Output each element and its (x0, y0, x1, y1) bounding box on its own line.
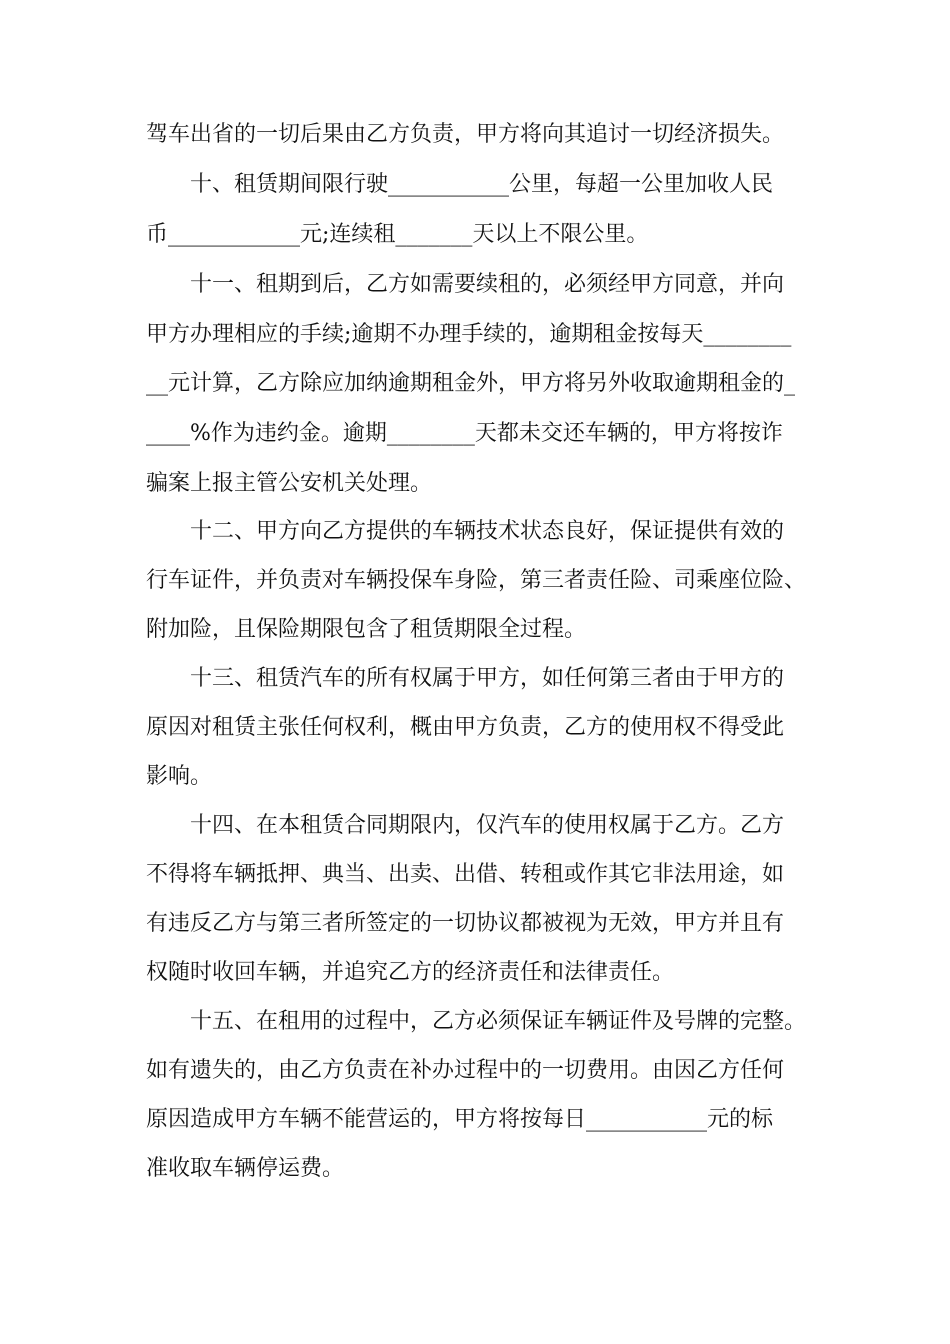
clause-12-line-2: 行车证件，并负责对车辆投保车身险，第三者责任险、司乘座位险、 (146, 568, 807, 593)
clause-11-line-1: 十一、租期到后，乙方如需要续租的，必须经甲方同意，并向 (190, 272, 785, 297)
clause-13-line-2: 原因对租赁主张任何权利，概由甲方负责，乙方的使用权不得受此 (146, 715, 785, 740)
clause-11-line-3: __元计算，乙方除应加纳逾期租金外，甲方将另外收取逾期租金的_ (146, 371, 796, 396)
clause-12-line-3: 附加险，且保险期限包含了租赁期限全过程。 (146, 617, 587, 642)
clause-10-line-1: 十、租赁期间限行驶___________公里，每超一公里加收人民 (190, 172, 774, 197)
clause-14-line-1: 十四、在本租赁合同期限内，仅汽车的使用权属于乙方。乙方 (190, 813, 785, 838)
clause-12-line-1: 十二、甲方向乙方提供的车辆技术状态良好，保证提供有效的 (190, 519, 785, 544)
clause-14-line-4: 权随时收回车辆，并追究乙方的经济责任和法律责任。 (146, 960, 675, 985)
clause-15-line-1: 十五、在租用的过程中，乙方必须保证车辆证件及号牌的完整。 (190, 1009, 807, 1034)
text-line-1: 驾车出省的一切后果由乙方负责，甲方将向其追讨一切经济损失。 (146, 122, 785, 147)
clause-15-line-4: 准收取车辆停运费。 (146, 1156, 345, 1181)
clause-11-line-5: 骗案上报主管公安机关处理。 (146, 471, 433, 496)
clause-15-line-2: 如有遗失的，由乙方负责在补办过程中的一切费用。由因乙方任何 (146, 1058, 785, 1083)
clause-13-line-3: 影响。 (146, 764, 213, 789)
clause-14-line-2: 不得将车辆抵押、典当、出卖、出借、转租或作其它非法用途，如 (146, 862, 785, 887)
clause-11-line-4: ____%作为违约金。逾期________天都未交还车辆的，甲方将按诈 (146, 421, 783, 446)
clause-15-line-3: 原因造成甲方车辆不能营运的，甲方将按每日___________元的标 (146, 1107, 774, 1132)
clause-13-line-1: 十三、租赁汽车的所有权属于甲方，如任何第三者由于甲方的 (190, 666, 785, 691)
clause-10-line-2: 币____________元;连续租_______天以上不限公里。 (146, 222, 649, 247)
clause-14-line-3: 有违反乙方与第三者所签定的一切协议都被视为无效，甲方并且有 (146, 911, 785, 936)
clause-11-line-2: 甲方办理相应的手续;逾期不办理手续的，逾期租金按每天________ (146, 322, 792, 347)
